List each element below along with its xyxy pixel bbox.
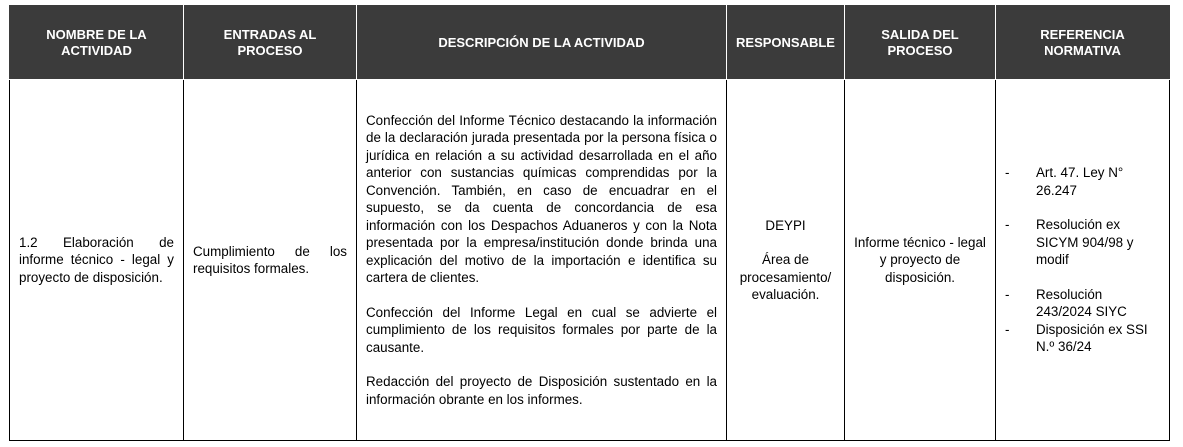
table-row [10,80,1170,441]
responsible-unit: DEYPI [765,217,806,233]
reference-item [1005,286,1160,321]
description-paragraph-technical-report: Confección del Informe Técnico destacando la información de la declaración jurada presentada por la persona física o jurídica en relación a su actividad desarrollada en el año anterior con sustancias químicas comprendidas por la Convención. También, en caso de encuadrar en el supuesto, se da cuenta de concordancia de esa información con los Despachos Aduaneros y con la Nota presentada por la empresa/institución donde brinda una explicación del motivo de la importación e identifica su cartera de clientes. [366,112,717,286]
description-paragraph-legal-report: Confección del Informe Legal en cual se advierte el cumplimiento de los requisitos formales por parte de la causante. [366,304,717,355]
description-paragraph-disposition-draft: Redacción del proyecto de Disposición sustentado en la información obrante en los informes. [366,374,717,407]
cell-normative-reference [996,80,1170,441]
dash-bullet-icon: - [1005,217,1010,233]
reference-text: Resolución 243/2024 SIYC [1036,286,1127,320]
header-activity-name: NOMBRE DE LA ACTIVIDAD [10,6,184,80]
reference-item [1005,216,1160,269]
dash-bullet-icon: - [1005,286,1010,302]
cell-activity-description [357,80,727,441]
reference-text: Art. 47. Ley N° 26.247 [1036,165,1124,198]
dash-bullet-icon: - [1005,165,1010,181]
reference-text: Resolución ex SICYM 904/98 y modif [1036,217,1134,268]
header-process-output: SALIDA DEL PROCESO [845,6,996,80]
header-process-inputs: ENTRADAS AL PROCESO [184,6,357,80]
dash-bullet-icon: - [1005,321,1010,337]
cell-process-inputs: Cumplimiento de los requisitos formales. [184,80,357,441]
reference-text: Disposición ex SSI N.º 36/24 [1036,321,1148,355]
header-responsible: RESPONSABLE [727,6,845,80]
activity-table [9,5,1170,441]
header-row [10,6,1170,80]
header-activity-description: DESCRIPCIÓN DE LA ACTIVIDAD [357,6,727,80]
responsible-area: Área de procesamiento/ evaluación. [739,252,832,302]
cell-process-output: Informe técnico - legal y proyecto de disposición. [845,80,996,441]
reference-list [1005,164,1160,356]
header-normative-reference: REFERENCIA NORMATIVA [996,6,1170,80]
reference-item [1005,321,1160,356]
cell-responsible [727,80,845,441]
cell-activity-name: 1.2 Elaboración de informe técnico - legal y proyecto de disposición. [10,80,184,441]
reference-item [1005,164,1160,199]
